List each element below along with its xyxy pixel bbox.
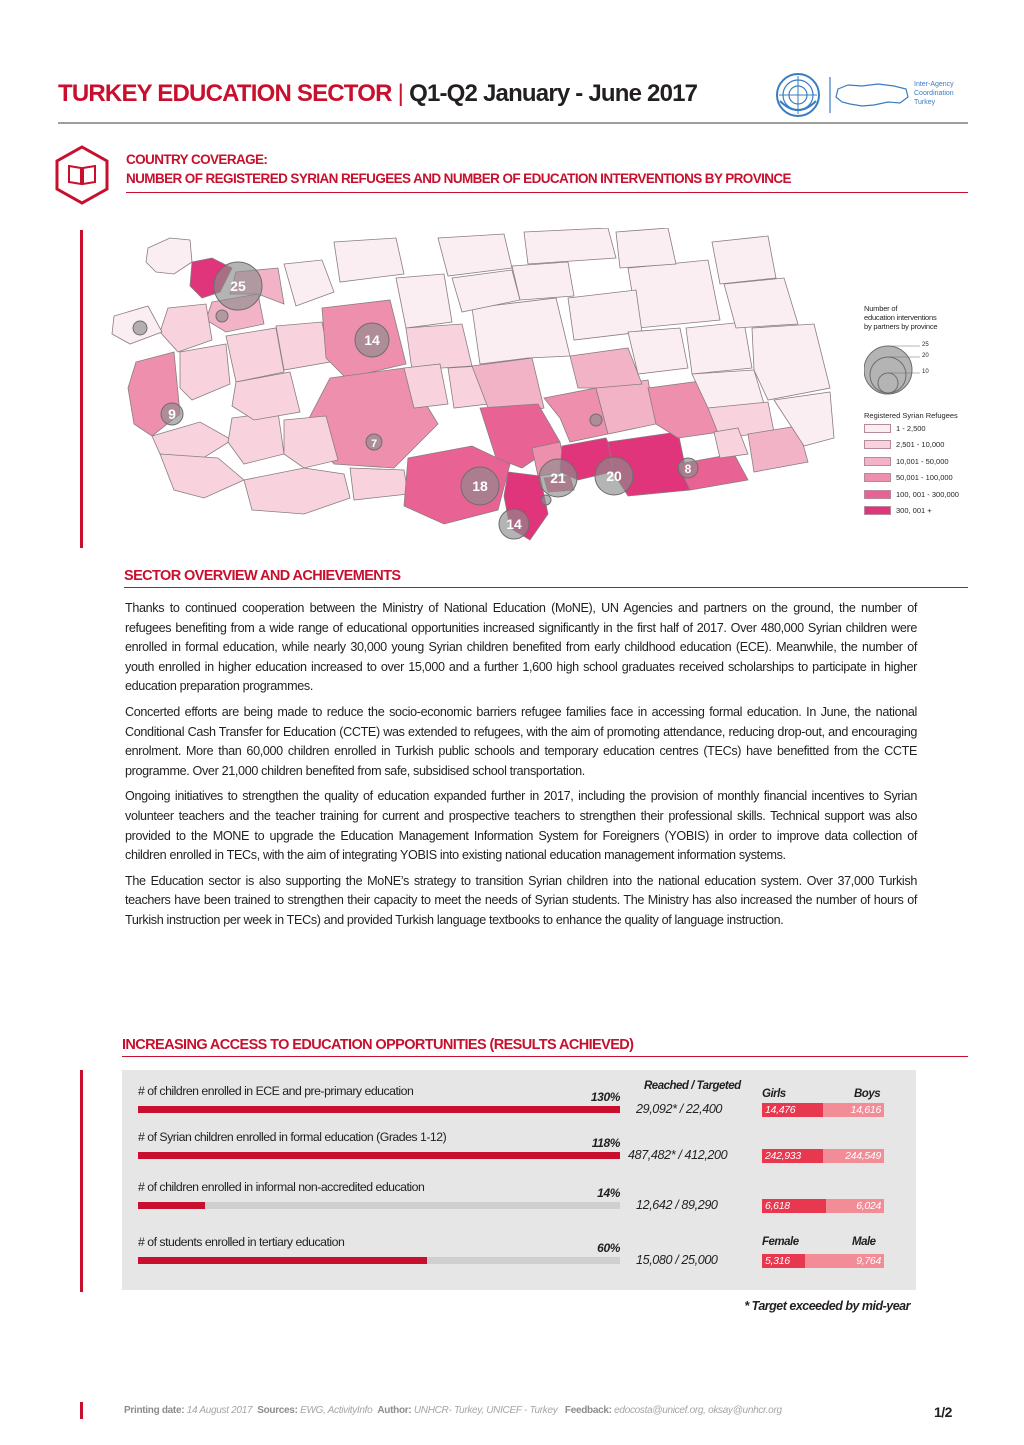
indicator-reached-targeted: 12,642 / 89,290 [636, 1198, 718, 1212]
legend-circle-20: 20 [922, 353, 929, 359]
indicator-label: # of Syrian children enrolled in formal education (Grades 1-12) [138, 1130, 447, 1144]
province-trabzon [524, 228, 616, 264]
col-male: Male [852, 1236, 876, 1248]
overview-paragraph: Ongoing initiatives to strengthen the quality of education expanded further in 2017, including the provision of monthly financial incentives to Syrian volunteer teachers and the teacher training for current and prospective teachers to strengthen their professional skills. Technical support was also provided to the MONE to upgrade the Education Management Information System for Foreigners (YOBIS) in order to improve data collection of children enrolled in TECs, with the aim of integrating YOBIS into existing national education management information systems. [125, 789, 917, 863]
province-van [752, 324, 830, 400]
province-agri [724, 278, 798, 328]
legend-class-label: 2,501 - 10,000 [896, 440, 945, 450]
page-number: 1/2 [934, 1404, 952, 1420]
province-mus [686, 322, 752, 374]
province-manisa [180, 344, 230, 400]
indicator-bar-fill [138, 1106, 620, 1113]
province-yozgat [406, 324, 472, 370]
col-boys: Boys [854, 1088, 881, 1100]
legend-circle-10: 10 [922, 369, 929, 375]
indicator-bar-fill [138, 1202, 205, 1209]
results-panel [122, 1070, 916, 1290]
accent-bar [80, 230, 83, 548]
legend-class-label: 50,001 - 100,000 [896, 473, 953, 483]
overview-paragraph: Concerted efforts are being made to reduce the socio-economic barriers refugee families face in accessing formal education. In June, the national Conditional Cash Transfer for Education (CCTE) was extended to refugees, with the aim of promoting attendance, reducing drop-out, and encouraging enrolment. More than 60,000 children enrolled in Turkish public schools and temporary education centres (TECs) have benefitted from the CCTE programme. Over 21,000 children benefited from safe, subsidised school transportation. [125, 704, 917, 778]
legend-class-label: 100, 001 - 300,000 [896, 489, 959, 499]
legend-circle-sizes [864, 337, 980, 395]
results-heading: INCREASING ACCESS TO EDUCATION OPPORTUNITIES (RESULTS ACHIEVED) [122, 1037, 968, 1057]
bubble-izmir-count: 9 [168, 406, 176, 422]
bubble-mardin-count: 8 [684, 462, 692, 476]
legend-class-row [864, 420, 980, 437]
overview-text [125, 599, 917, 937]
coverage-heading: COUNTRY COVERAGE: NUMBER OF REGISTERED SYRIAN REFUGEES AND NUMBER OF EDUCATION INTERVENTIONS BY PROVINCE [126, 150, 968, 193]
legend-refugee-classes [864, 420, 980, 519]
indicator-girls-value: 5,316 [762, 1254, 805, 1268]
indicator-girls-value: 14,476 [762, 1103, 823, 1117]
legend-refugees-title: Registered Syrian Refugees [864, 411, 958, 420]
col-female: Female [762, 1236, 799, 1248]
bubble-gaziantep-count: 21 [550, 470, 566, 486]
legend-class-label: 300, 001 + [896, 506, 932, 516]
indicator-percent: 118% [591, 1136, 620, 1150]
legend-circle-25: 25 [922, 342, 929, 348]
legend-class-label: 1 - 2,500 [896, 423, 926, 433]
indicator-reached-targeted: 29,092* / 22,400 [636, 1102, 723, 1116]
indicator-reached-targeted: 487,482* / 412,200 [628, 1148, 728, 1162]
overview-paragraph: Thanks to continued cooperation between the Ministry of National Education (MoNE), UN Agencies and partners on the ground, the number of refugees benefiting from a wide range of educational opportunities increased significantly in the first half of 2017. Over 480,000 Syrian children were enrolled in formal education, while nearly 30,000 young Syrian children benefited from early childhood education (ECE). Meanwhile, the number of youth enrolled in higher education increased to over 15,000 and a further 1,600 high school graduates received scholarships to participate in higher education preparation programmes. [125, 601, 917, 694]
province-edirne [146, 238, 192, 274]
legend-class-label: 10,001 - 50,000 [896, 456, 949, 466]
col-reached-targeted: Reached / Targeted [644, 1080, 741, 1092]
indicator-percent: 60% [597, 1241, 620, 1255]
province-kastamonu [334, 238, 404, 282]
map-legend [864, 304, 980, 519]
bubble-konya-count: 7 [370, 438, 378, 450]
page-footer: Printing date: 14 August 2017 Sources: EWG, ActivityInfo Author: UNHCR- Turkey, UNICEF - Turkey Feedback: edocosta@unicef.org, oksay@unhcr.org [124, 1405, 782, 1416]
indicator-reached-targeted: 15,080 / 25,000 [636, 1253, 718, 1267]
book-icon [54, 144, 110, 206]
legend-class-row [864, 503, 980, 520]
province-antalya [244, 468, 350, 514]
overview-heading: SECTOR OVERVIEW AND ACHIEVEMENTS [124, 568, 968, 588]
province-artvin [616, 228, 676, 268]
legend-class-row [864, 453, 980, 470]
turkey-province-map [108, 228, 838, 548]
province-mugla [160, 454, 244, 498]
col-girls: Girls [762, 1088, 786, 1100]
un-emblem-logo [772, 71, 824, 119]
bubble-mersin-count: 18 [472, 478, 488, 494]
province-corum [396, 274, 452, 328]
title-sector: TURKEY EDUCATION SECTOR [58, 80, 392, 107]
legend-swatch [864, 457, 891, 466]
indicator-percent: 14% [597, 1186, 620, 1200]
indicator-label: # of children enrolled in ECE and pre-primary education [138, 1084, 414, 1098]
legend-interventions-title: Number of education interventions by partners by province [864, 304, 938, 331]
province-kutahya [226, 328, 284, 382]
indicator-girls-value: 6,618 [762, 1199, 826, 1213]
bubble-istanbul-count: 25 [230, 278, 246, 294]
bubble-hatay-count: 14 [506, 516, 522, 532]
legend-swatch [864, 440, 891, 449]
province-malatya [570, 348, 642, 388]
title-period: Q1-Q2 January - June 2017 [409, 80, 698, 107]
page-header [58, 78, 968, 124]
indicator-label: # of children enrolled in informal non-accredited education [138, 1180, 425, 1194]
indicator-bar-track [138, 1202, 620, 1209]
legend-class-row [864, 470, 980, 487]
indicator-boys-value: 14,616 [823, 1103, 884, 1117]
legend-class-row [864, 486, 980, 503]
target-footnote: * Target exceeded by mid-year [744, 1299, 910, 1313]
title-separator: | [397, 80, 404, 107]
province-kars [712, 236, 776, 284]
legend-swatch [864, 424, 891, 433]
indicator-bar-fill [138, 1257, 427, 1264]
province-erzurum [628, 260, 720, 328]
indicator-label: # of students enrolled in tertiary education [138, 1235, 345, 1249]
accent-bar [80, 1070, 83, 1292]
province-sivas [472, 298, 570, 364]
bubble-ankara-count: 14 [364, 332, 380, 348]
agency-name: Inter-Agency Coordination Turkey [914, 81, 954, 106]
page-title [58, 80, 697, 108]
bubble-sanliurfa-count: 20 [606, 468, 622, 484]
province-elazig [628, 328, 688, 374]
province-giresun [512, 262, 574, 300]
legend-swatch [864, 490, 891, 499]
indicator-boys-value: 9,764 [805, 1254, 884, 1268]
accent-bar [80, 1402, 83, 1419]
indicator-boys-value: 6,024 [826, 1199, 884, 1213]
legend-class-row [864, 437, 980, 454]
legend-swatch [864, 473, 891, 482]
legend-swatch [864, 506, 891, 515]
province-balikesir [160, 304, 212, 352]
indicator-girls-value: 242,933 [762, 1149, 823, 1163]
province-samsun [438, 234, 512, 276]
indicator-percent: 130% [590, 1090, 620, 1104]
coordination-map-logo [828, 75, 912, 115]
overview-paragraph: The Education sector is also supporting the MoNE’s strategy to transition Syrian children into the national education system. Over 37,000 Turkish teachers have been trained to strengthen their capacity to meet the needs of Syrian students. The Ministry has also increased the number of hours of Turkish instruction per week in TECs) and provided Turkish language textbooks to enhance the quality of language instruction. [125, 873, 917, 927]
province-eskisehir [276, 322, 330, 370]
indicator-bar-fill [138, 1152, 620, 1159]
province-bolu [284, 260, 334, 306]
province-karaman [350, 468, 408, 500]
indicator-boys-value: 244,549 [823, 1149, 884, 1163]
